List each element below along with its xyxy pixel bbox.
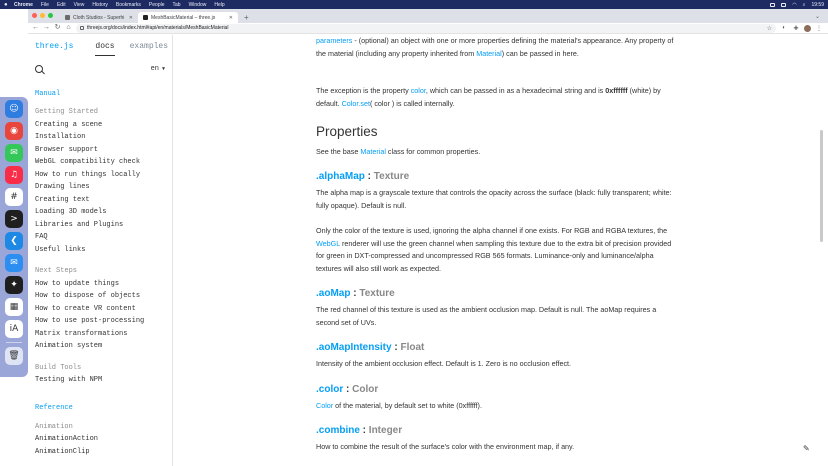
property-type: Color: [352, 384, 379, 395]
exception-text: (white) by default.: [316, 86, 661, 108]
property-colon: :: [343, 384, 353, 395]
combine-description: How to combine the result of the surface's color with the environment map, if any.: [316, 442, 575, 451]
menu-people[interactable]: People: [148, 1, 165, 8]
tab-examples[interactable]: examples: [129, 41, 169, 51]
calendar-icon[interactable]: ▦: [5, 298, 23, 316]
menu-view[interactable]: View: [73, 1, 85, 8]
exception-paragraph: [316, 85, 681, 110]
property-colon: :: [350, 288, 360, 299]
menu-clock[interactable]: 19:59: [811, 1, 824, 8]
music-icon[interactable]: ♫: [5, 166, 23, 184]
sidebar-link[interactable]: How to use post-processing: [35, 317, 145, 325]
intro-text: - (optional) an object with one or more properties defining the material's appearance. Any property of the material (including any property inherited from: [316, 36, 674, 58]
minimize-window-button[interactable]: [40, 13, 45, 18]
messages-icon[interactable]: ✉: [5, 144, 23, 162]
property-type: Integer: [368, 425, 403, 436]
brand-logo[interactable]: three.js: [35, 41, 74, 51]
menu-history[interactable]: History: [92, 1, 108, 8]
property-name[interactable]: .color: [316, 384, 344, 395]
sidebar-link[interactable]: How to dispose of objects: [35, 292, 141, 300]
sidebar-nav: [28, 88, 172, 458]
hex-value: 0xffffff: [605, 86, 628, 95]
alphamap-description: The alpha map is a grayscale texture that controls the opacity across the surface (black: fully transparent; white: fully opaque). Default is null.: [316, 188, 672, 210]
exception-text: ( color ) is called internally.: [369, 98, 455, 108]
section-title-reference: Reference: [35, 403, 73, 412]
dock-divider: [6, 342, 22, 343]
ia-writer-icon[interactable]: iA: [5, 320, 23, 338]
sidebar-link[interactable]: Testing with NPM: [35, 376, 103, 384]
favicon-icon: [65, 15, 70, 20]
sidebar-link[interactable]: Installation: [35, 133, 86, 141]
terminal-icon[interactable]: >: [5, 210, 23, 228]
home-icon[interactable]: ⌂: [66, 24, 71, 31]
browser-toolbar: [28, 23, 828, 34]
group-title-animation: Animation: [35, 422, 73, 431]
section-title-manual: Manual: [35, 90, 61, 98]
browser-tab[interactable]: [60, 12, 138, 23]
sidebar-link[interactable]: Useful links: [35, 245, 86, 254]
figma-icon[interactable]: ✦: [5, 276, 23, 294]
vscode-icon[interactable]: ❮: [5, 232, 23, 250]
apple-icon[interactable]: ●: [4, 1, 8, 8]
property-heading-color: [316, 384, 378, 395]
trash-icon[interactable]: 🗑: [5, 347, 23, 365]
sidebar-link[interactable]: Browser support: [35, 145, 99, 154]
property-name[interactable]: .aoMap: [316, 288, 351, 299]
aomap-description: The red channel of this texture is used as the ambient occlusion map. Default is null. The aoMap requires a second set of UVs.: [316, 305, 657, 327]
reload-icon[interactable]: ↻: [54, 24, 61, 31]
sidebar-search: [28, 57, 172, 81]
content-scrollbar[interactable]: [820, 130, 823, 242]
tab-title: MeshBasicMaterial – three.js: [151, 14, 216, 21]
property-colon: :: [391, 342, 401, 353]
mail-icon[interactable]: ✉: [5, 254, 23, 272]
material-link[interactable]: Material: [476, 48, 502, 58]
slack-icon[interactable]: #: [5, 188, 23, 206]
search-icon[interactable]: [35, 65, 43, 73]
address-bar[interactable]: [76, 24, 776, 33]
macos-dock: [0, 97, 28, 377]
property-name[interactable]: .aoMapIntensity: [316, 342, 392, 353]
menu-window[interactable]: Window: [188, 1, 207, 8]
group-title-getting-started: Getting Started: [35, 108, 99, 116]
bookmark-star-icon[interactable]: ☆: [766, 25, 772, 32]
property-type: Texture: [359, 288, 395, 299]
color-description: [316, 400, 681, 413]
property-heading-aomapintensity: [316, 342, 424, 353]
property-name[interactable]: .combine: [316, 425, 360, 436]
sidebar-link[interactable]: How to create VR content: [35, 304, 136, 313]
property-heading-alphamap: [316, 171, 409, 182]
alphamap-text: renderer will use the green channel when sampling this texture due to the extra bit of precision provided for green in DXT-compressed and uncompressed RGB 565 formats. Luminance-only and luminance/alpha textures will also still work as expected.: [316, 238, 672, 273]
property-heading-aomap: [316, 288, 395, 299]
sidebar-link[interactable]: Animation system: [35, 342, 103, 350]
parameters-link[interactable]: parameters: [316, 36, 353, 45]
favicon-icon: [143, 15, 148, 20]
docs-content: [173, 35, 823, 466]
sidebar-link[interactable]: Drawing lines: [35, 183, 90, 191]
extension-icon[interactable]: ◐: [782, 25, 786, 31]
color-class-link[interactable]: Color: [316, 401, 334, 410]
property-colon: :: [364, 171, 374, 182]
puzzle-icon[interactable]: ✚: [793, 25, 799, 32]
forward-icon[interactable]: →: [43, 24, 50, 31]
search-spotlight-icon[interactable]: ⌕: [802, 1, 806, 8]
alphamap-text: Only the color of the texture is used, ignoring the alpha channel if one exists. For RGB and RGBA textures, the: [316, 226, 668, 235]
tab-title: Cloth Studios - Superhi: [73, 14, 125, 21]
intro-parameters-paragraph: [316, 35, 681, 60]
chevron-down-icon[interactable]: ▼: [161, 66, 165, 72]
sidebar-link[interactable]: WebGL compatibility check: [35, 158, 141, 166]
menu-bookmarks[interactable]: Bookmarks: [115, 1, 141, 8]
aomapintensity-description: Intensity of the ambient occlusion effect. Default is 1. Zero is no occlusion effect.: [316, 359, 572, 368]
new-tab-button[interactable]: +: [244, 13, 249, 22]
group-title-build-tools: Build Tools: [35, 363, 82, 372]
sidebar-link[interactable]: Creating a scene: [35, 120, 103, 129]
sidebar-link[interactable]: Loading 3D models: [35, 208, 107, 216]
lock-icon: [80, 26, 84, 30]
more-menu-icon[interactable]: ⋮: [816, 25, 822, 32]
window-controls: [32, 13, 53, 18]
color-text: of the material, by default set to white (0xffffff).: [333, 401, 482, 410]
menu-edit[interactable]: Edit: [56, 1, 66, 8]
property-name[interactable]: .alphaMap: [316, 171, 365, 182]
edit-pencil-icon[interactable]: ✎: [803, 444, 810, 453]
close-window-button[interactable]: [32, 13, 37, 18]
color-link[interactable]: color: [410, 86, 426, 95]
sidebar-link[interactable]: How to run things locally: [35, 170, 141, 179]
browser-tab-strip: [28, 9, 828, 23]
property-type: Texture: [373, 171, 410, 182]
alphamap-details: [316, 225, 681, 275]
wifi-icon[interactable]: ◠: [792, 1, 797, 8]
zoom-window-button[interactable]: [48, 13, 53, 18]
battery-icon[interactable]: [781, 3, 786, 7]
tab-search-icon[interactable]: ⌄: [814, 14, 820, 20]
sidebar-link[interactable]: Matrix transformations: [35, 329, 128, 338]
back-icon[interactable]: ←: [32, 24, 39, 31]
sidebar-link[interactable]: FAQ: [35, 233, 48, 241]
close-tab-icon[interactable]: ✕: [128, 14, 133, 21]
sidebar-link[interactable]: AnimationClip: [35, 447, 90, 456]
properties-intro: [316, 146, 681, 159]
webgl-link[interactable]: WebGL: [316, 238, 340, 248]
menu-app-name[interactable]: Chrome: [14, 1, 33, 8]
close-tab-icon[interactable]: ✕: [228, 14, 233, 21]
screen-icon[interactable]: [770, 3, 775, 7]
property-type: Float: [400, 342, 425, 353]
exception-text: , which can be passed in as a hexadecimal string and is: [425, 86, 606, 95]
exception-text: The exception is the property: [316, 86, 411, 95]
menu-file[interactable]: File: [40, 1, 49, 8]
url-text: threejs.org/docs/index.html#api/en/materials/MeshBasicMaterial: [87, 25, 229, 31]
group-title-next-steps: Next Steps: [35, 267, 78, 275]
chrome-icon[interactable]: ◉: [5, 122, 23, 140]
intro-text: ) can be passed in here.: [501, 48, 579, 58]
language-select[interactable]: en: [150, 65, 159, 73]
browser-tab-active[interactable]: [138, 12, 238, 23]
properties-text: See the base: [316, 147, 361, 156]
properties-heading: Properties: [316, 124, 378, 139]
sidebar-header: [28, 35, 172, 57]
properties-text: class for common properties.: [385, 147, 481, 156]
material-link[interactable]: Material: [360, 147, 386, 156]
finder-icon[interactable]: ☺: [5, 100, 23, 118]
menu-tab[interactable]: Tab: [172, 1, 181, 8]
menu-help[interactable]: Help: [214, 1, 225, 8]
property-colon: :: [359, 425, 369, 436]
property-heading-combine: [316, 425, 402, 436]
sidebar-link[interactable]: Libraries and Plugins: [35, 220, 124, 229]
color-set-link[interactable]: Color.set: [341, 98, 370, 108]
sidebar-link[interactable]: AnimationAction: [35, 435, 99, 443]
docs-sidebar: [28, 35, 173, 466]
sidebar-link[interactable]: Creating text: [35, 195, 90, 204]
sidebar-link[interactable]: How to update things: [35, 279, 120, 288]
macos-menu-bar: [0, 0, 828, 9]
avatar[interactable]: [804, 25, 811, 32]
tab-docs[interactable]: docs: [95, 42, 114, 56]
